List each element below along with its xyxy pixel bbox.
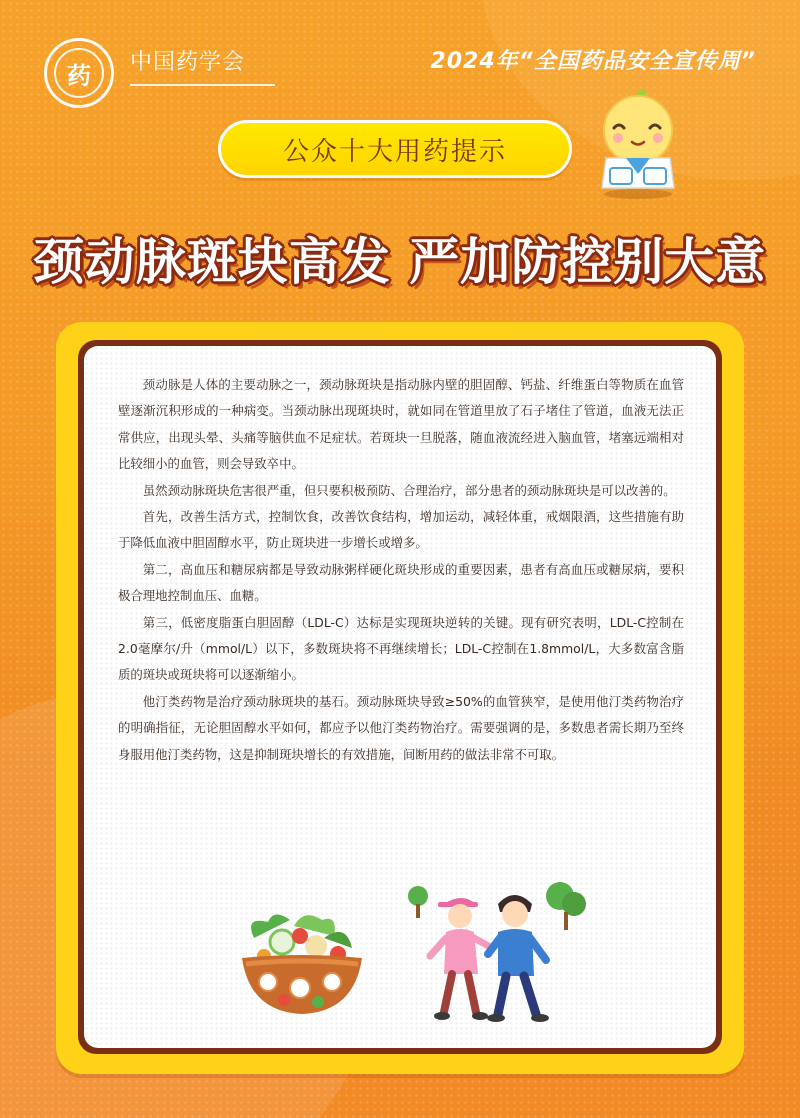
paragraph: 颈动脉是人体的主要动脉之一，颈动脉斑块是指动脉内壁的胆固醇、钙盐、纤维蛋白等物质在血管壁逐渐沉积形成的一种病变。当颈动脉出现斑块时，就如同在管道里放了石子堵住了管道，血液无法正常供应，出现头晕、头痛等脑供血不足症状。若斑块一旦脱落，随血液流经进入脑血管，堵塞远端相对比较细小的血管，则会导致卒中。: [118, 377, 684, 472]
paragraph: 他汀类药物是治疗颈动脉斑块的基石。颈动脉斑块导致≥50%的血管狭窄，是使用他汀类药物治疗的明确指征，无论胆固醇水平如何，都应予以他汀类药物治疗。需要强调的是，多数患者需长期乃至终身服用他汀类药物，这是抑制斑块增长的有效措施，间断用药的做法非常不可取。: [118, 693, 684, 762]
couple-walking-exercise-icon: [402, 882, 592, 1032]
organization-underline: [130, 84, 275, 86]
series-label: 公众十大用药提示: [282, 136, 507, 167]
paragraph: 第三，低密度脂蛋白胆固醇（LDL-C）达标是实现斑块逆转的关键。现有研究表明，LDL-C控制在2.0毫摩尔/升（mmol/L）以下，多数斑块将不再继续增长；LDL-C控制在1.8mmol/L，大多数富含脂质的斑块或斑块将可以逐渐缩小。: [118, 614, 684, 683]
paragraph: 首先，改善生活方式，控制饮食，改善饮食结构，增加运动，减轻体重，戒烟限酒，这些措施有助于降低血液中胆固醇水平，防止斑块进一步增长或增多。: [118, 509, 684, 551]
content-panel: [84, 346, 716, 1048]
series-label-pill: [218, 120, 572, 178]
paragraph: 虽然颈动脉斑块危害很严重，但只要积极预防、合理治疗，部分患者的颈动脉斑块是可以改善的。: [142, 482, 676, 498]
campaign-title: 2024年“全国药品安全宣传周”: [430, 49, 756, 74]
vegetable-salad-bowl-icon: [234, 908, 370, 1026]
pharma-society-emblem-icon: [44, 38, 114, 108]
mascot-character-icon: [588, 88, 688, 200]
main-headline: 颈动脉斑块高发 严加防控别大意: [33, 233, 767, 291]
organization-name: 中国药学会: [130, 50, 246, 75]
paragraph: 第二，高血压和糖尿病都是导致动脉粥样硬化斑块形成的重要因素，患者有高血压或糖尿病，要积极合理地控制血压、血糖。: [118, 561, 684, 604]
logo-character: 药: [54, 48, 104, 98]
body-text: [118, 372, 684, 768]
